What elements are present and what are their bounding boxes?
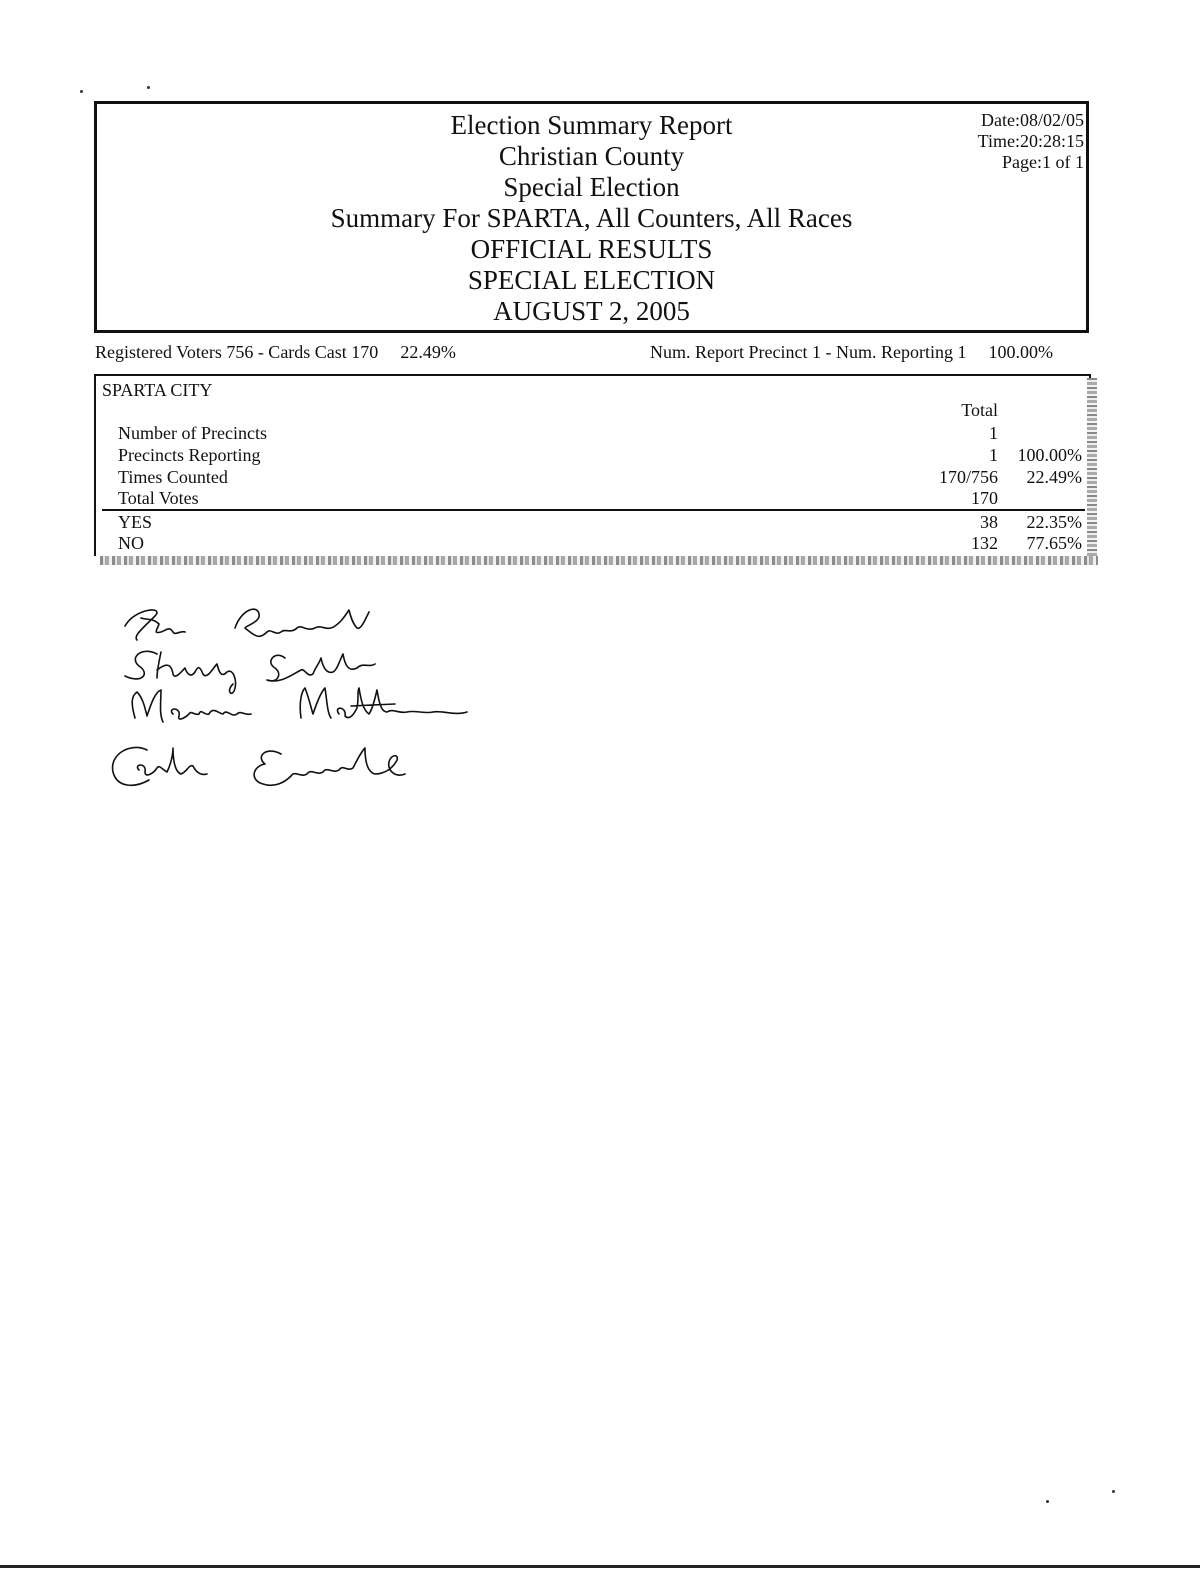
results-status: OFFICIAL RESULTS xyxy=(470,234,713,264)
registered-voters-text: Registered Voters 756 - Cards Cast 170 xyxy=(95,342,379,362)
choice-percent: 77.65% xyxy=(1026,533,1082,553)
stat-value: 1 xyxy=(989,423,998,443)
stat-row xyxy=(118,487,1082,509)
reporting-percent: 100.00% xyxy=(988,342,1053,362)
scan-speck xyxy=(147,86,150,89)
report-title: Election Summary Report xyxy=(450,110,733,140)
scan-edge-noise xyxy=(1087,378,1097,558)
stat-percent: 100.00% xyxy=(1017,445,1082,465)
choice-row-yes xyxy=(118,511,1082,533)
race-title: SPARTA CITY xyxy=(102,380,213,400)
scan-speck xyxy=(80,90,83,93)
election-type: Special Election xyxy=(503,172,680,202)
stat-label: Total Votes xyxy=(118,488,199,508)
stat-percent: 22.49% xyxy=(1026,467,1082,487)
report-date: Date:08/02/05 xyxy=(981,110,1084,130)
scan-speck xyxy=(1046,1500,1049,1503)
report-header xyxy=(94,101,1089,333)
stat-row xyxy=(118,422,1082,444)
signatures xyxy=(95,588,545,808)
stat-label: Precincts Reporting xyxy=(118,445,261,465)
precinct-reporting-text: Num. Report Precinct 1 - Num. Reporting 1 xyxy=(650,342,967,362)
stat-value: 170 xyxy=(971,488,998,508)
race-results-box xyxy=(94,374,1091,556)
registered-voters-summary xyxy=(95,342,456,363)
choice-label: YES xyxy=(118,512,153,532)
election-date: AUGUST 2, 2005 xyxy=(493,296,690,326)
election-name: SPECIAL ELECTION xyxy=(467,265,716,295)
total-column-header: Total xyxy=(961,400,998,420)
turnout-percent: 22.49% xyxy=(400,342,456,362)
stat-label: Number of Precincts xyxy=(118,423,267,443)
signature-marian-matthews xyxy=(132,688,467,722)
scan-bottom-border xyxy=(100,556,1098,565)
report-page: Page:1 of 1 xyxy=(1002,152,1084,172)
report-title-block xyxy=(97,110,1086,327)
scan-speck xyxy=(1112,1490,1115,1493)
stat-value: 1 xyxy=(989,445,998,465)
choice-percent: 22.35% xyxy=(1026,512,1082,532)
stat-value: 170/756 xyxy=(938,467,998,487)
precinct-reporting-summary xyxy=(650,342,1053,363)
report-meta xyxy=(978,110,1084,173)
choice-votes: 38 xyxy=(980,512,998,532)
choice-row-no xyxy=(118,532,1082,554)
signature-carla-essert xyxy=(113,747,405,785)
signature-lisa-russell xyxy=(125,609,369,640)
stat-row xyxy=(118,444,1082,466)
summary-scope: Summary For SPARTA, All Counters, All Races xyxy=(330,203,853,233)
signature-shirley-little xyxy=(125,651,375,693)
choice-votes: 132 xyxy=(971,533,998,553)
report-time: Time:20:28:15 xyxy=(977,131,1084,151)
choice-label: NO xyxy=(118,533,144,553)
scan-bottom-edge xyxy=(0,1565,1200,1568)
county-name: Christian County xyxy=(498,141,685,171)
stat-row xyxy=(118,466,1082,488)
stat-label: Times Counted xyxy=(118,467,228,487)
